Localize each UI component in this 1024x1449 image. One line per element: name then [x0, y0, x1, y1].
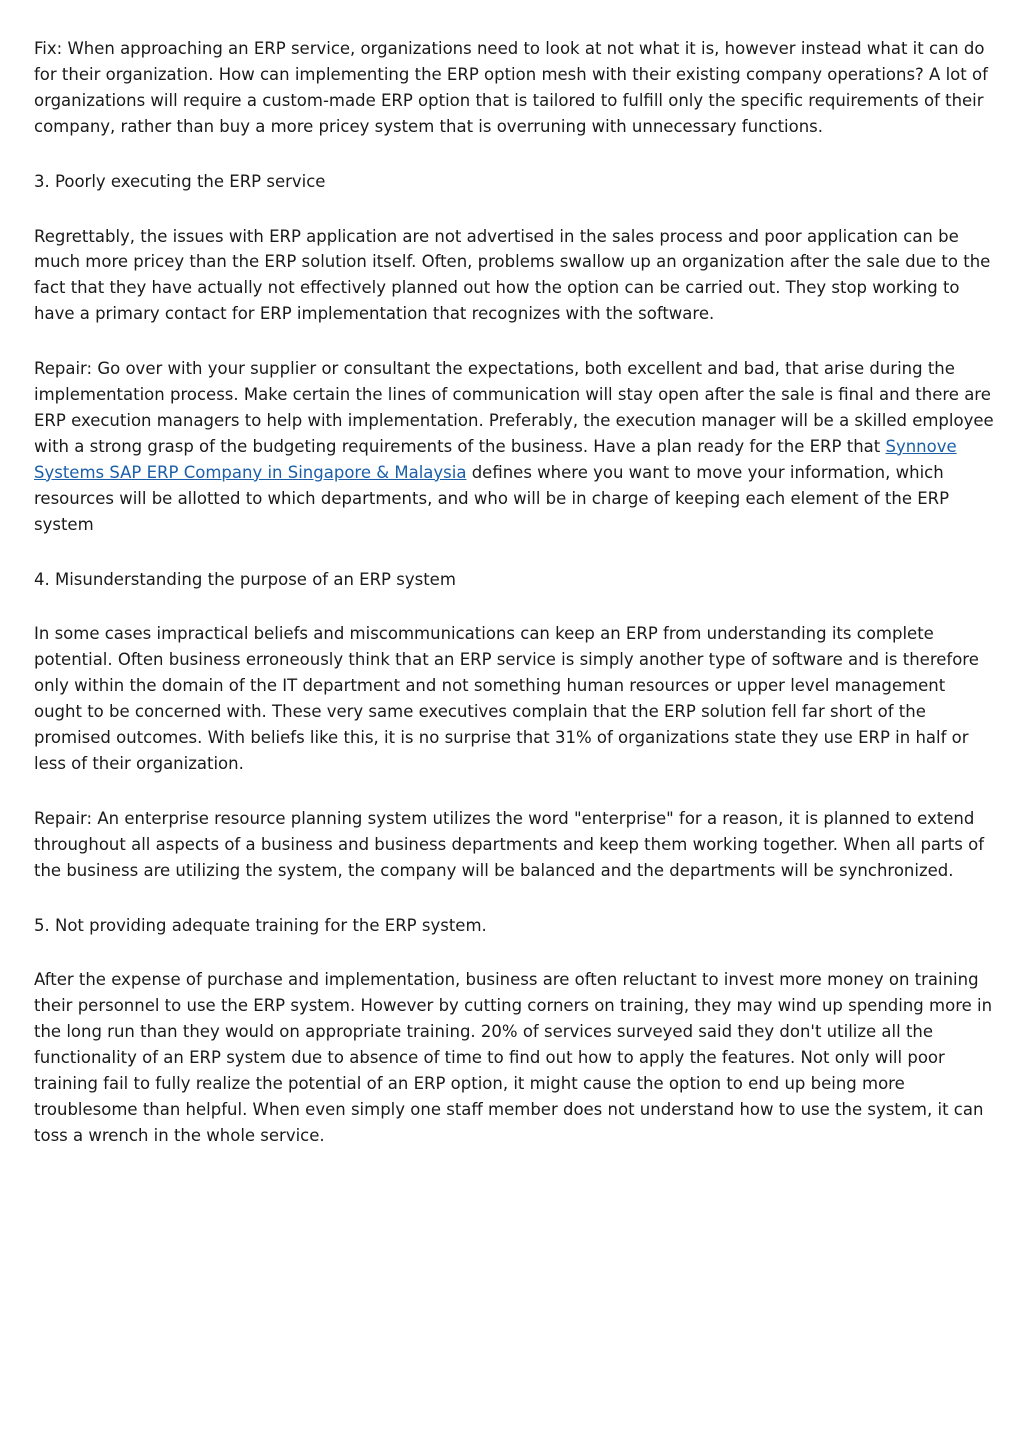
section-heading-5: 5. Not providing adequate training for the ERP system. — [34, 915, 487, 935]
paragraph-implementation-issues: Regrettably, the issues with ERP application are not advertised in the sales process and poor application can be much more pricey than the ERP solution itself. Often, problems swallow up an organization after the sale due to the fact that they have actually not effectively planned out how the option can be carried out. They stop working to have a primary contact for ERP implementation that recognizes with the software. — [34, 226, 991, 324]
paragraph-misunderstanding: In some cases impractical beliefs and miscommunications can keep an ERP from understanding its complete potential. Often business erroneously think that an ERP service is simply another type of software and is therefore only within the domain of the IT department and not something human resources or upper level management ought to be concerned with. These very same executives complain that the ERP solution fell far short of the promised outcomes. With beliefs like this, it is no surprise that 31% of organizations state they use ERP in half or less of their organization. — [34, 624, 979, 773]
synnove-systems-link[interactable]: Synnove Systems SAP ERP Company in Singapore & Malaysia — [34, 436, 957, 482]
section-heading-3: 3. Poorly executing the ERP service — [34, 171, 326, 191]
paragraph-fix-approach: Fix: When approaching an ERP service, organizations need to look at not what it is, however instead what it can do for their organization. How can implementing the ERP option mesh with their existing company operations? A lot of organizations will require a custom-made ERP option that is tailored to fulfill only the specific requirements of their company, rather than buy a more pricey system that is overruning with unnecessary functions. — [34, 39, 988, 136]
document-body — [34, 36, 994, 1178]
paragraph-repair-expectations — [34, 356, 994, 537]
paragraph-repair-enterprise: Repair: An enterprise resource planning system utilizes the word "enterprise" for a reason, it is planned to extend throughout all aspects of a business and business departments and keep them working together. When all parts of the business are utilizing the system, the company will be balanced and the departments will be synchronized. — [34, 808, 985, 880]
paragraph-training: After the expense of purchase and implementation, business are often reluctant to invest more money on training their personnel to use the ERP system. However by cutting corners on training, they may wind up spending more in the long run than they would on appropriate training. 20% of services surveyed said they don't utilize all the functionality of an ERP system due to absence of time to find out how to apply the features. Not only will poor training fail to fully realize the potential of an ERP option, it might cause the option to end up being more troublesome than helpful. When even simply one staff member does not understand how to use the system, it can toss a wrench in the whole service. — [34, 970, 993, 1145]
paragraph-text-after-link: defines where you want to move your information, which resources will be allotted to which departments, and who will be in charge of keeping each element of the ERP system — [34, 462, 950, 534]
section-heading-4: 4. Misunderstanding the purpose of an ERP system — [34, 569, 456, 589]
paragraph-text-before-link: Repair: Go over with your supplier or consultant the expectations, both excellent and bad, that arise during the implementation process. Make certain the lines of communication will stay open after the sale is final and there are ERP execution managers to help with implementation. Preferably, the execution manager will be a skilled employee with a strong grasp of the budgeting requirements of the business. Have a plan ready for the ERP that — [34, 359, 994, 456]
